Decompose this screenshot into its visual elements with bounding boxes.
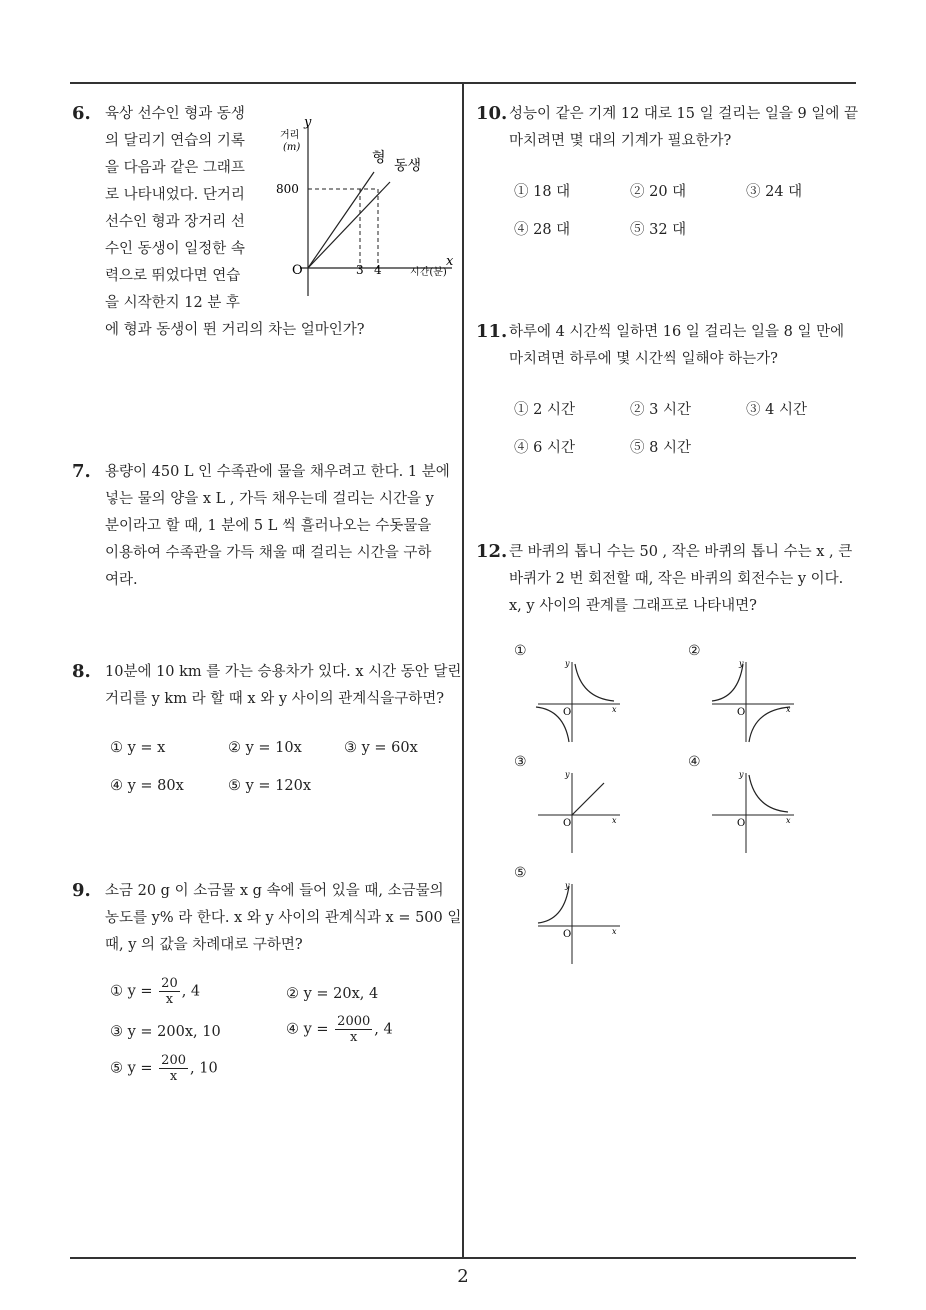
question-6-text: 육상 선수인 형과 동생 의 달리기 연습의 기록 을 다음과 같은 그래프 로 나타내었다. 단거리 선수인 형과 장거리 선 수인 동생이 일정한 속 력으로 뛰었다면 연습 을 시작한지 12 분 후 에 형과 동생이 뛴 거리의 차는 얼마인가? [105, 106, 365, 338]
y-tick-800: 800 [276, 182, 299, 196]
q9-choice-4[interactable]: ④ y = $\frac{2000}{x}$ , 4 [286, 1014, 393, 1045]
hyperbola-curve [749, 707, 790, 742]
q10-choice-4[interactable]: ④ 28 대 [514, 222, 571, 238]
question-8-text: 10분에 10 km 를 가는 승용차가 있다. x 시간 동안 달린 거리를 y km 라 할 때 x 와 y 사이의 관계식을구하면? [105, 664, 462, 707]
q8-choice-1[interactable]: ① y = x [110, 740, 166, 756]
question-10-number: 10. [476, 103, 508, 124]
svg-text:O: O [563, 707, 572, 718]
svg-text:x: x [786, 816, 791, 825]
q10-choice-5[interactable]: ⑤ 32 대 [630, 222, 687, 238]
question-6-distance-time-graph [270, 112, 460, 302]
q10-choice-1[interactable]: ① 18 대 [514, 184, 571, 200]
q12-option-4-label[interactable]: ④ [688, 754, 701, 770]
question-11-number: 11. [476, 321, 508, 342]
q12-option-3-label[interactable]: ③ [514, 754, 527, 770]
hyperbola-curve [538, 886, 569, 923]
q11-choice-5[interactable]: ⑤ 8 시간 [630, 440, 691, 456]
svg-text:거리: 거리 [280, 130, 300, 141]
question-10-text: 성능이 같은 기계 12 대로 15 일 걸리는 일을 9 일에 끝 마치려면 몇 대의 기계가 필요한가? [509, 106, 858, 149]
q9-choice-1[interactable]: ① y = $\frac{20}{x}$ , 4 [110, 976, 201, 1007]
q11-choice-1[interactable]: ① 2 시간 [514, 402, 575, 418]
q12-graph-1 [534, 658, 624, 744]
bottom-rule [70, 1257, 856, 1259]
svg-text:시간(분): 시간(분) [410, 267, 447, 278]
hyperbola-curve [749, 775, 788, 812]
q8-choice-2[interactable]: ② y = 10x [228, 740, 302, 756]
y-axis-label: y [304, 115, 312, 130]
question-7-number: 7. [72, 461, 91, 482]
question-11-text: 하루에 4 시간씩 일하면 16 일 걸리는 일을 8 일 만에 마치려면 하루에 몇 시간씩 일해야 하는가? [509, 324, 845, 367]
question-12-text: 큰 바퀴의 톱니 수는 50 , 작은 바퀴의 톱니 수는 x , 큰 바퀴가 2 번 회전할 때, 작은 바퀴의 회전수는 y 이다. x, y 사이의 관계를 그래프로 나타내면? [509, 544, 853, 614]
svg-text:4: 4 [374, 263, 382, 277]
question-9-text: 소금 20 g 이 소금물 x g 속에 들어 있을 때, 소금물의 농도를 y% 라 한다. x 와 y 사이의 관계식과 x = 500 일 때, y 의 값을 차례대로 구하면? [105, 883, 462, 953]
q9-choice-5[interactable]: ⑤ y = $\frac{200}{x}$ , 10 [110, 1053, 218, 1084]
page-number: 2 [457, 1266, 469, 1287]
older-brother-line [308, 172, 374, 268]
q9-choice-2[interactable]: ② y = 20x, 4 [286, 986, 379, 1002]
svg-text:y: y [739, 659, 744, 668]
q8-choice-3[interactable]: ③ y = 60x [344, 740, 418, 756]
svg-text:x: x [612, 705, 617, 714]
svg-text:3: 3 [356, 263, 364, 277]
svg-text:O: O [737, 707, 746, 718]
question-7-text: 용량이 450 L 인 수족관에 물을 채우려고 한다. 1 분에 넣는 물의 양을 x L , 가득 채우는데 걸리는 시간을 y 분이라고 할 때, 1 분에 5 L 씩 흘러나오는 수돗물을 이용하여 수족관을 가득 채울 때 걸리는 시간을 구하 여라. [105, 464, 450, 588]
svg-text:(m): (m) [283, 142, 301, 153]
q12-option-2-label[interactable]: ② [688, 643, 701, 659]
svg-text:O: O [563, 818, 572, 829]
svg-text:O: O [563, 929, 572, 940]
question-12-number: 12. [476, 541, 508, 562]
svg-text:y: y [565, 881, 570, 890]
q12-graph-5 [534, 880, 624, 966]
column-divider [462, 84, 464, 1258]
q11-choice-4[interactable]: ④ 6 시간 [514, 440, 575, 456]
q10-choice-3[interactable]: ③ 24 대 [746, 184, 803, 200]
q12-option-5-label[interactable]: ⑤ [514, 865, 527, 881]
hyperbola-curve [575, 664, 614, 701]
x-axis-label: x [446, 254, 454, 269]
q11-choice-3[interactable]: ③ 4 시간 [746, 402, 807, 418]
svg-text:O: O [737, 818, 746, 829]
svg-text:x: x [612, 927, 617, 936]
question-8-number: 8. [72, 661, 91, 682]
question-9-number: 9. [72, 880, 91, 901]
q12-graph-4 [708, 769, 798, 855]
svg-text:y: y [565, 770, 570, 779]
origin-label: O [292, 263, 303, 278]
svg-text:y: y [565, 659, 570, 668]
series-label-older: 형 [372, 150, 386, 166]
series-label-younger: 동생 [394, 158, 422, 174]
q12-graph-3 [534, 769, 624, 855]
q10-choice-2[interactable]: ② 20 대 [630, 184, 687, 200]
q8-choice-4[interactable]: ④ y = 80x [110, 778, 184, 794]
svg-text:x: x [786, 705, 791, 714]
q12-option-1-label[interactable]: ① [514, 643, 527, 659]
svg-text:x: x [612, 816, 617, 825]
q12-graph-2 [708, 658, 798, 744]
q8-choice-5[interactable]: ⑤ y = 120x [228, 778, 312, 794]
q9-choice-3[interactable]: ③ y = 200x, 10 [110, 1024, 221, 1040]
svg-text:y: y [739, 770, 744, 779]
q11-choice-2[interactable]: ② 3 시간 [630, 402, 691, 418]
hyperbola-curve [712, 664, 743, 701]
linear-line [572, 783, 604, 815]
question-6-number: 6. [72, 103, 91, 124]
